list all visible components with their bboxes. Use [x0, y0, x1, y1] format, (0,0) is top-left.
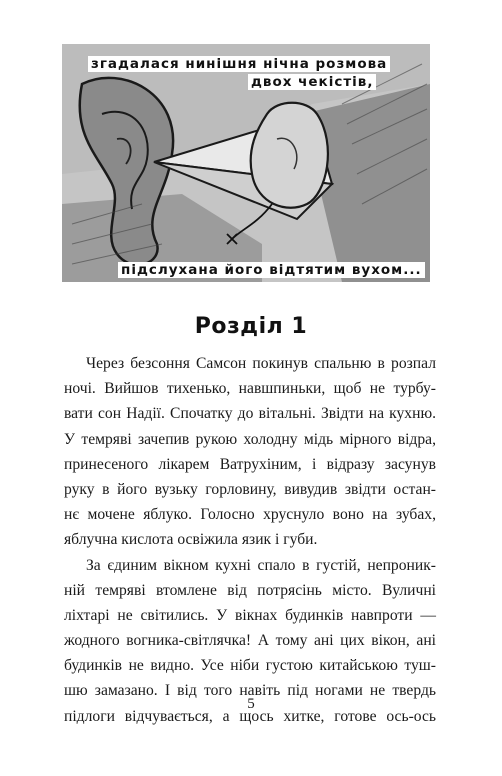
text-line: яблучна кислота освіжила язик і губи.: [64, 531, 318, 549]
illustration-caption-top: згадалася нинішня нічна розмова: [88, 56, 390, 72]
body-text: [64, 351, 436, 729]
text-line: будинків не видно. Усе ніби густою китайською туш-: [64, 657, 436, 675]
chapter-title: Розділ 1: [194, 314, 308, 339]
text-line: ній темряві втомлене від потрясінь місто. Вуличні: [64, 581, 436, 599]
text-line: ночі. Вийшов тихенько, навшпиньки, щоб не турбу-: [64, 380, 436, 398]
illustration-caption-bottom: підслухана його відтятим вухом...: [118, 262, 425, 278]
text-line: Через безсоння Самсон покинув спальню в розпал: [86, 355, 436, 372]
text-line: ліхтарі не світились. У вікнах будинків навпроти —: [64, 606, 436, 624]
page-number: 5: [247, 696, 255, 712]
text-line: шю замазано. І від того навіть під ногами не твердь: [64, 682, 436, 700]
text-line: принесеного лікарем Ватрухіним, і відразу засунув: [64, 455, 436, 473]
text-line: нє мочене яблуко. Голосно хруснуло воно на зубах,: [64, 506, 436, 524]
text-line: За єдиним вікном кухні спало в густій, непроник-: [86, 556, 436, 574]
illustration-caption-top-second-line: двох чекістів,: [248, 74, 376, 90]
text-line: підлоги відчувається, а щось хитке, готове ось-ось: [64, 707, 436, 725]
text-line: руку в його вузьку горловину, вивудив звідти остан-: [64, 480, 436, 498]
text-line: жодного вогника-світлячка! А тому ані цих вікон, ані: [64, 632, 436, 650]
text-line: У темряві зачепив рукою холодну мідь мірного відра,: [64, 430, 436, 448]
text-line: вати сон Надії. Спочатку до вітальні. Звідти на кухню.: [64, 405, 436, 423]
